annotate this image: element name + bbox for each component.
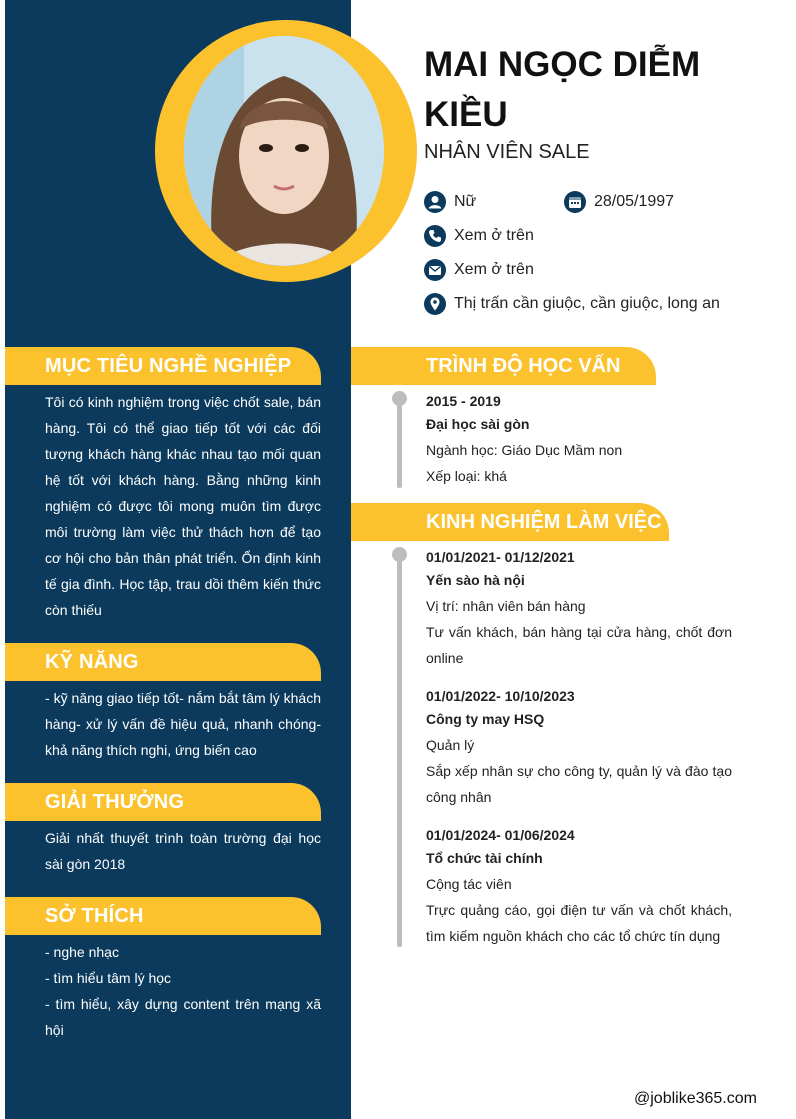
experience-company: Tổ chức tài chính: [426, 850, 543, 866]
timeline-dot: [392, 547, 407, 562]
education-major: Ngành học: Giáo Dục Mầm non: [426, 442, 623, 458]
phone-value: Xem ở trên: [454, 227, 534, 244]
experience-position: Quản lý: [426, 737, 475, 753]
experience-company: Công ty may HSQ: [426, 711, 545, 727]
candidate-name: MAI NGỌC DIỄM KIỀU: [424, 45, 701, 134]
email-row: [424, 259, 534, 281]
address-row: [424, 293, 720, 315]
address-value: Thị trấn cần giuộc, cần giuộc, long an: [454, 295, 720, 312]
gender-value: Nữ: [454, 193, 477, 210]
hobbies-list: [45, 939, 321, 1043]
phone-row: [424, 225, 534, 247]
hobby-item: - tìm hiểu tâm lý học: [45, 970, 172, 986]
phone-icon: [424, 225, 446, 247]
experience-position: Vị trí: nhân viên bán hàng: [426, 598, 586, 614]
experience-heading: [351, 503, 669, 541]
skills-text: [45, 685, 321, 763]
experience-description: Tư vấn khách, bán hàng tại cửa hàng, chốt đơn online: [426, 624, 732, 666]
email-value: Xem ở trên: [454, 261, 534, 278]
experience-date: 01/01/2021- 01/12/2021: [426, 549, 575, 565]
experience-date: 01/01/2024- 01/06/2024: [426, 827, 575, 843]
user-icon: [424, 191, 446, 213]
experience-entry: [426, 547, 732, 671]
hobbies-heading: [5, 897, 321, 935]
experience-entry: [426, 825, 732, 949]
hobby-item: - tìm hiểu, xây dựng content trên mạng xã hội: [45, 996, 321, 1038]
experience-description: Trực quảng cáo, gọi điện tư vấn và chốt khách, tìm kiếm nguồn khách cho các tổ chức tín dụng: [426, 902, 732, 944]
job-title: NHÂN VIÊN SALE: [424, 141, 590, 163]
location-pin-icon: [424, 293, 446, 315]
experience-position: Cộng tác viên: [426, 876, 512, 892]
objective-heading: [5, 347, 321, 385]
experience-timeline: [397, 554, 402, 947]
education-date: 2015 - 2019: [426, 393, 501, 409]
experience-description: Sắp xếp nhân sự cho công ty, quản lý và đào tạo công nhân: [426, 763, 732, 805]
education-school: Đại học sài gòn: [426, 416, 530, 432]
experience-date: 01/01/2022- 10/10/2023: [426, 688, 575, 704]
experience-heading-label: KINH NGHIỆM LÀM VIỆC: [426, 511, 662, 533]
dob-row: [564, 191, 674, 213]
skills-heading-label: KỸ NĂNG: [45, 651, 139, 673]
objective-heading-label: MỤC TIÊU NGHỀ NGHIỆP: [45, 355, 292, 377]
education-timeline: [397, 398, 402, 488]
calendar-icon: [564, 191, 586, 213]
skills-paragraph: - kỹ năng giao tiếp tốt- nắm bắt tâm lý khách hàng- xử lý vấn đề hiệu quả, nhanh chóng- khả năng thích nghi, ứng biến cao: [45, 690, 321, 758]
skills-heading: [5, 643, 321, 681]
experience-entry: [426, 686, 732, 810]
timeline-dot: [392, 391, 407, 406]
awards-heading-label: GIẢI THƯỞNG: [45, 791, 185, 813]
experience-company: Yến sào hà nội: [426, 572, 525, 588]
objective-text: [45, 389, 321, 623]
portrait-image: [184, 36, 384, 266]
education-grade: Xếp loại: khá: [426, 468, 507, 484]
awards-text: [45, 825, 321, 877]
awards-paragraph: Giải nhất thuyết trình toàn trường đại học sài gòn 2018: [45, 830, 321, 872]
awards-heading: [5, 783, 321, 821]
education-entry: [426, 391, 732, 489]
mail-icon: [424, 259, 446, 281]
avatar: [184, 36, 384, 266]
watermark: @joblike365.com: [634, 1090, 757, 1107]
hobbies-heading-label: SỞ THÍCH: [45, 905, 144, 927]
gender-row: [424, 191, 476, 213]
education-heading-label: TRÌNH ĐỘ HỌC VẤN: [426, 355, 621, 377]
objective-paragraph: Tôi có kinh nghiệm trong việc chốt sale, bán hàng. Tôi có thể giao tiếp tốt với các đối tượng khách hàng khác nhau tạo mối quan hệ tốt với khách hàng. Bằng những kinh nghiệm có được tôi mong muôn tìm được môi trường làm việc thử thách hơn để tạo cơ hội cho bản thân phát triển. Ổn định kinh tế gia đình. Học tập, trau dồi thêm kiến thức còn thiếu: [45, 394, 321, 618]
hobby-item: - nghe nhạc: [45, 944, 119, 960]
education-heading: [351, 347, 656, 385]
dob-value: 28/05/1997: [594, 193, 675, 210]
